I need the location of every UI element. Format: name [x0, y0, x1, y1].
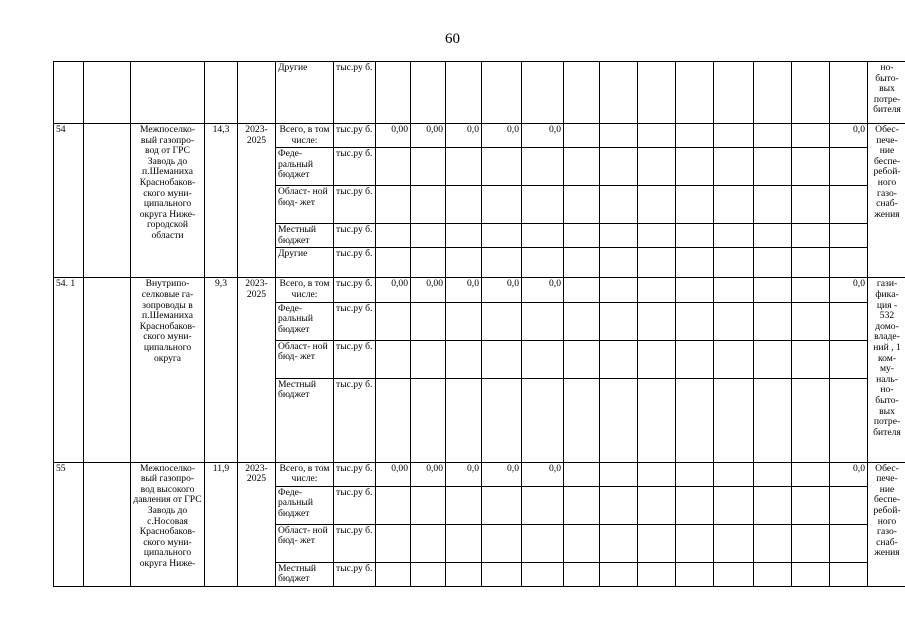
fund-label-total: Всего, в том числе: [276, 278, 334, 302]
unit-label: тыс.ру б. [334, 62, 376, 124]
row-number: 54 [54, 124, 84, 278]
fund-label-other: Другие [276, 248, 334, 278]
value-cell: 0,0 [830, 278, 868, 302]
value-cell: 0,0 [446, 462, 482, 486]
fund-label-federal: Феде- ральный бюджет [276, 148, 334, 186]
result-cell: Обес- пече- ние беспе- ребой- ного газо- снаб- жения [868, 124, 905, 278]
value-cell: 0,0 [522, 124, 564, 148]
result-cell: гази- фика- ция - 532 домо- владе- ний , 1 ком- му- наль- но- быто- вых потре- бителя [868, 278, 905, 462]
unit-label: тыс.ру б. [334, 186, 376, 224]
result-cell: Обес- пече- ние беспе- ребой- ного газо- снаб- жения [868, 462, 905, 586]
table-row [54, 62, 905, 124]
value-cell: 0,0 [522, 278, 564, 302]
object-name: Внутрипо- селковые га- зопроводы в п.Шеманиха Краснобаков- ского муни- ципального округа [131, 278, 205, 462]
value-cell: 0,0 [830, 462, 868, 486]
period-value: 2023- 2025 [238, 278, 276, 462]
value-cell: 0,00 [411, 124, 446, 148]
value-cell: 0,0 [446, 124, 482, 148]
length-value: 9,3 [205, 278, 238, 462]
period-value: 2023- 2025 [238, 462, 276, 586]
fund-label-regional: Област- ной бюд- жет [276, 186, 334, 224]
value-cell: 0,00 [411, 278, 446, 302]
unit-label: тыс.ру б. [334, 524, 376, 562]
value-cell: 0,0 [522, 462, 564, 486]
value-cell: 0,0 [446, 278, 482, 302]
unit-label: тыс.ру б. [334, 124, 376, 148]
value-cell: 0,0 [482, 278, 522, 302]
value-cell: 0,0 [482, 124, 522, 148]
unit-label: тыс.ру б. [334, 248, 376, 278]
unit-label: тыс.ру б. [334, 378, 376, 462]
fund-label-regional: Област- ной бюд- жет [276, 340, 334, 378]
value-cell: 0,00 [376, 278, 411, 302]
fund-label-local: Местный бюджет [276, 224, 334, 248]
unit-label: тыс.ру б. [334, 224, 376, 248]
page-number: 60 [445, 31, 460, 47]
fund-label-regional: Област- ной бюд- жет [276, 524, 334, 562]
period-value: 2023- 2025 [238, 124, 276, 278]
unit-label: тыс.ру б. [334, 278, 376, 302]
unit-label: тыс.ру б. [334, 148, 376, 186]
result-cell: но- быто- вых потре- бителя [868, 62, 905, 124]
object-name: Межпоселко- вый газопро- вод высокого давления от ГРС Заводь до с.Носовая Краснобаков- ского муни- ципального округа Ниже- [131, 462, 205, 586]
fund-label-total: Всего, в том числе: [276, 462, 334, 486]
value-cell: 0,0 [482, 462, 522, 486]
row-number: 54. 1 [54, 278, 84, 462]
program-table [53, 61, 905, 587]
value-cell: 0,00 [376, 462, 411, 486]
length-value: 14,3 [205, 124, 238, 278]
unit-label: тыс.ру б. [334, 486, 376, 524]
table-row [54, 278, 905, 302]
table-row [54, 462, 905, 486]
unit-label: тыс.ру б. [334, 462, 376, 486]
unit-label: тыс.ру б. [334, 302, 376, 340]
fund-label-federal: Феде- ральный бюджет [276, 302, 334, 340]
fund-label-other: Другие [276, 62, 334, 124]
value-cell: 0,00 [376, 124, 411, 148]
fund-label-local: Местный бюджет [276, 562, 334, 586]
row-number: 55 [54, 462, 84, 586]
fund-label-total: Всего, в том числе: [276, 124, 334, 148]
table-row [54, 124, 905, 148]
value-cell: 0,0 [830, 124, 868, 148]
object-name: Межпоселко- вый газопро- вод от ГРС Заводь до п.Шеманиха Краснобаков- ского муни- ципального округа Ниже- городской области [131, 124, 205, 278]
length-value: 11,9 [205, 462, 238, 586]
unit-label: тыс.ру б. [334, 340, 376, 378]
fund-label-local: Местный бюджет [276, 378, 334, 462]
value-cell: 0,00 [411, 462, 446, 486]
unit-label: тыс.ру б. [334, 562, 376, 586]
fund-label-federal: Феде- ральный бюджет [276, 486, 334, 524]
